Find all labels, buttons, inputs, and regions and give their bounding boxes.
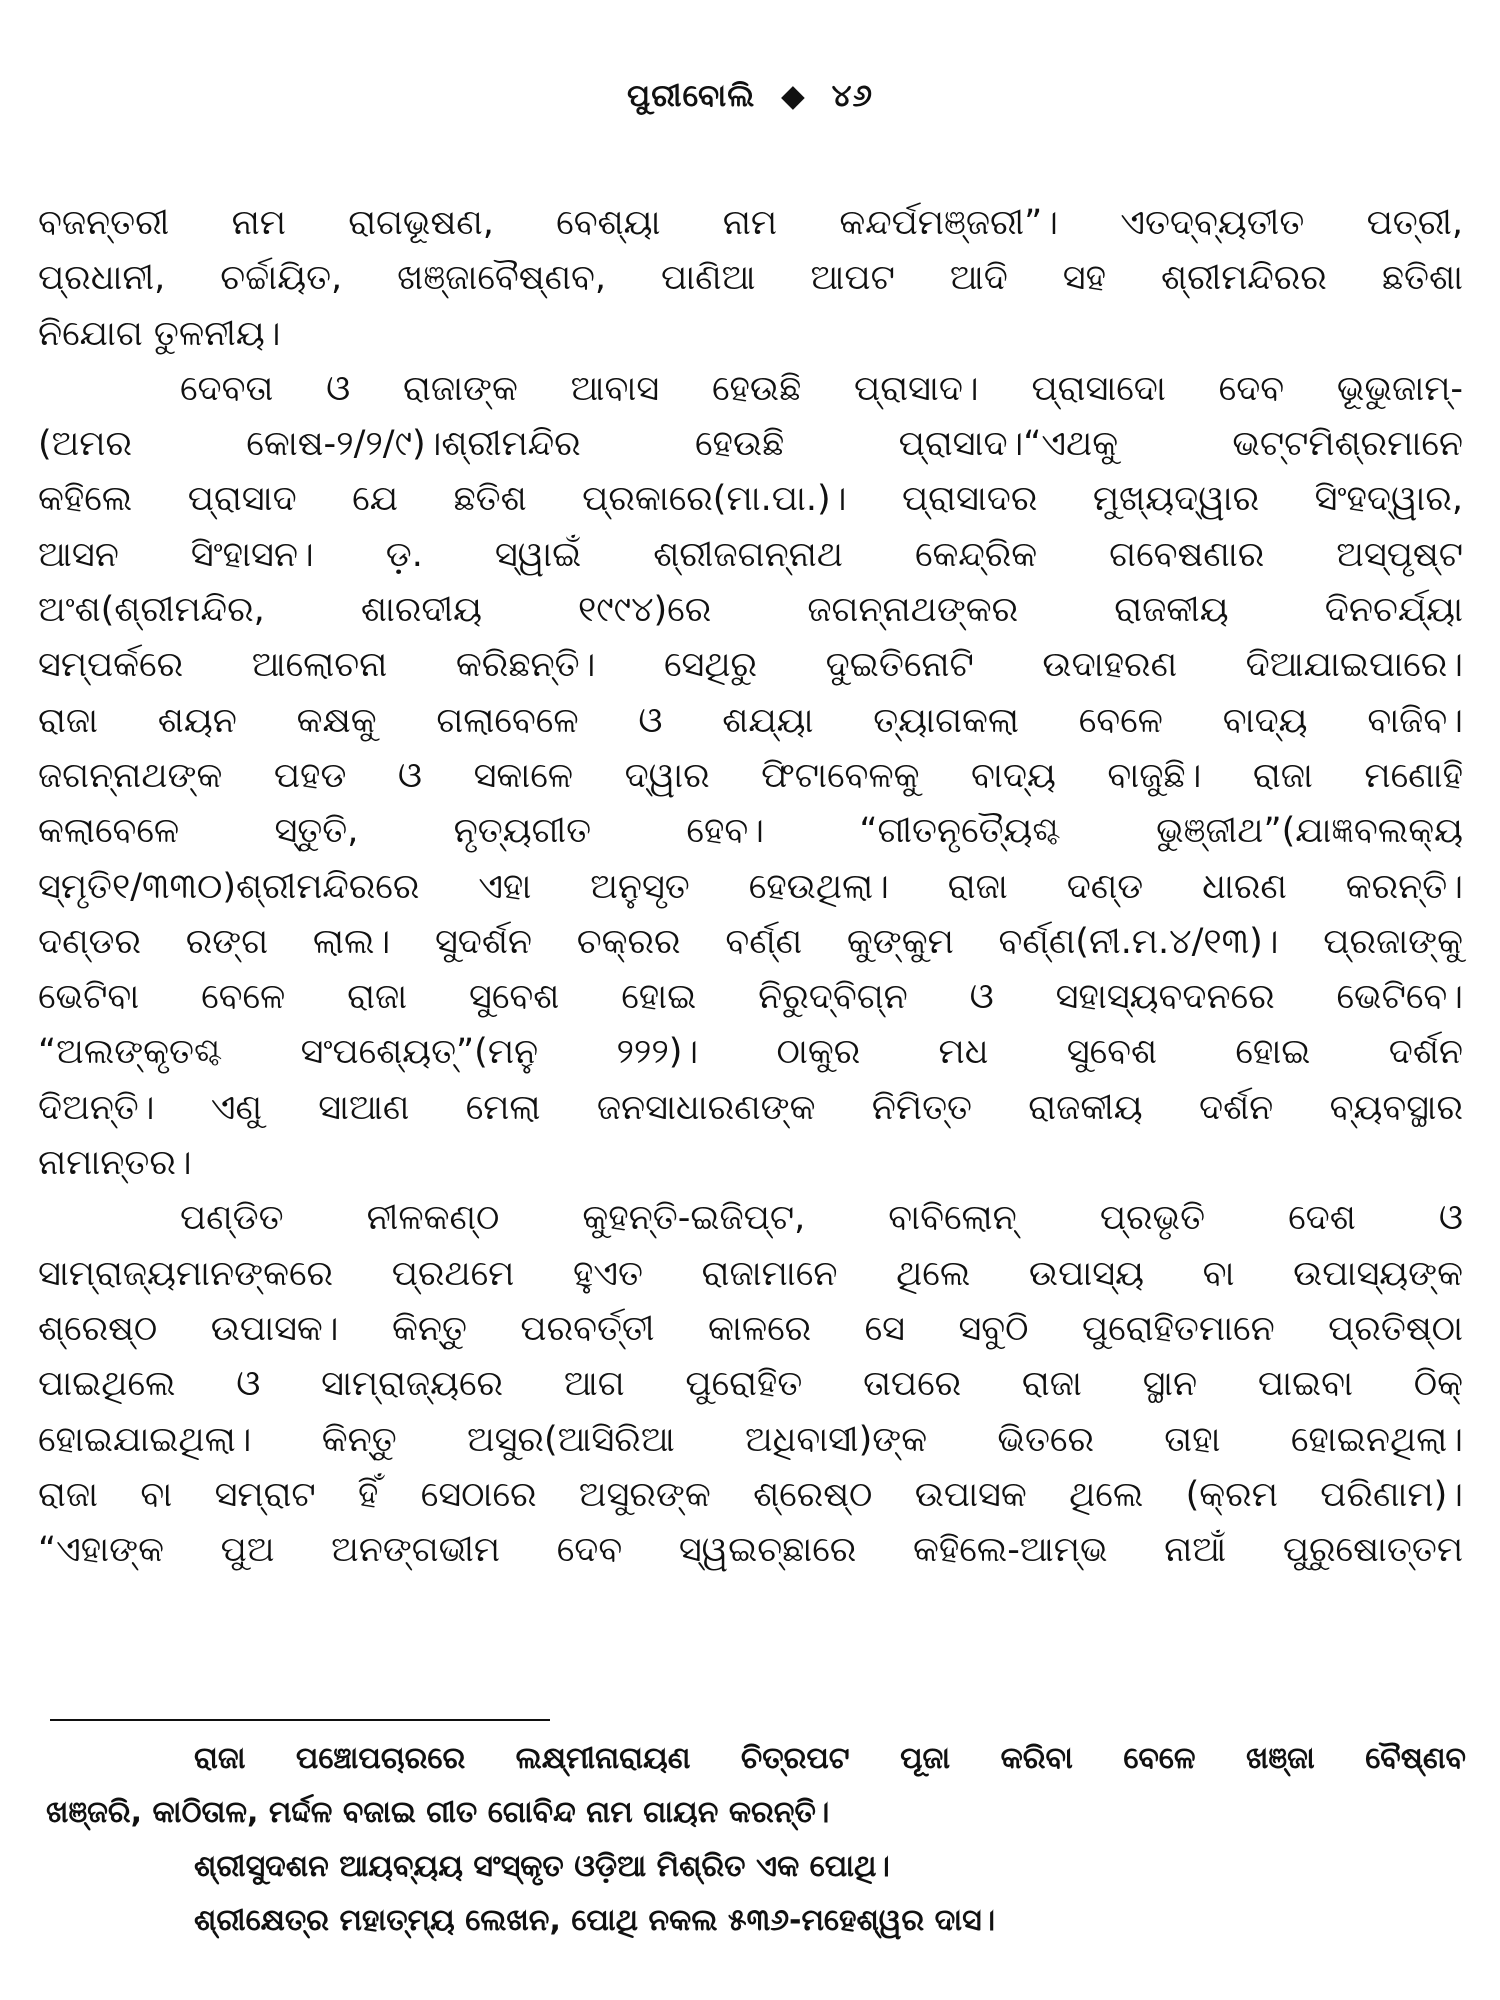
footnote-line: ଶ୍ରୀସୁଦଶନ ଆୟବ୍ୟୟ ସଂସ୍କୃତ ଓଡ଼ିଆ ମିଶ୍ରିତ ଏକ ପୋଥି। (194, 1849, 890, 1884)
text-line: ରାଜା ବା ସମ୍ରାଟ ହିଁ ସେଠାରେ ଅସୁରଙ୍କ ଶ୍ରେଷ୍ଠ ଉପାସକ ଥିଲେ (କ୍ରମ ପରିଣାମ)। (38, 1474, 1463, 1515)
text-line: ସ୍ମୃତି୧/୩୩୦)ଶ୍ରୀମନ୍ଦିରରେ ଏହା ଅନୁସୃତ ହେଉଥିଲା। ରାଜା ଦଣ୍ଡ ଧାରଣ କରନ୍ତି। (38, 866, 1463, 907)
body-text (38, 196, 1463, 1578)
text-line: ନାମାନ୍ତର। (38, 1143, 192, 1184)
book-title: ପୁରୀବୋଲି (627, 78, 756, 114)
text-line: ଦଣ୍ଡର ରଙ୍ଗ ଲାଲ। ସୁଦର୍ଶନ ଚକ୍ରର ବର୍ଣ୍ଣ କୁଙ୍କୁମ ବର୍ଣ୍ଣ(ନୀ.ମ.୪/୧୩)। ପ୍ରଜାଙ୍କୁ (38, 921, 1463, 962)
text-line: ଜଗନ୍ନାଥଙ୍କ ପହଡ ଓ ସକାଳେ ଦ୍ୱାର ଫିଟାବେଳକୁ ବାଦ୍ୟ ବାଜୁଛି। ରାଜା ମଣୋହି (38, 755, 1463, 796)
text-line: ଦିଅନ୍ତି। ଏଣୁ ସାଆଣ ମେଲା ଜନସାଧାରଣଙ୍କ ନିମିତ୍ତ ରାଜକୀୟ ଦର୍ଶନ ବ୍ୟବସ୍ଥାର (38, 1087, 1463, 1128)
text-line: ସାମ୍ରାଜ୍ୟମାନଙ୍କରେ ପ୍ରଥମେ ହୁଏତ ରାଜାମାନେ ଥିଲେ ଉପାସ୍ୟ ବା ଉପାସ୍ୟଙ୍କ (38, 1253, 1463, 1294)
footnote-line: ରାଜା ପଞ୍ଚୋପଚାରରେ ଲକ୍ଷ୍ମୀନାରାୟଣ ଚିତ୍ରପଟ ପୂଜା କରିବା ବେଳେ ଖଞ୍ଜା ବୈଷ୍ଣବ (194, 1741, 1466, 1776)
text-line: ଭେଟିବା ବେଳେ ରାଜା ସୁବେଶ ହୋଇ ନିରୁଦ୍‌ବିଗ୍ନ ଓ ସହାସ୍ୟବଦନରେ ଭେଟିବେ। (38, 977, 1463, 1018)
page-number: ୪୬ (831, 78, 873, 114)
text-line: ଆସନ ସିଂହାସନ। ଡ଼. ସ୍ୱାଇଁ ଶ୍ରୀଜଗନ୍ନାଥ କେନ୍ଦ୍ରିକ ଗବେଷଣାର ଅସ୍ପୃଷ୍ଟ (38, 534, 1463, 575)
diamond-separator-icon: ◆ (780, 78, 806, 114)
text-line: ଅଂଶ(ଶ୍ରୀମନ୍ଦିର, ଶାରଦୀୟ ୧୯୯୪)ରେ ଜଗନ୍ନାଥଙ୍କର ରାଜକୀୟ ଦିନଚର୍ଯ୍ୟା (38, 590, 1463, 631)
text-line: ଶ୍ରେଷ୍ଠ ଉପାସକ। କିନ୍ତୁ ପରବର୍ତ୍ତୀ କାଳରେ ସେ ସବୁଠି ପୁରୋହିତମାନେ ପ୍ରତିଷ୍ଠା (38, 1308, 1463, 1349)
text-line: ରାଜା ଶୟନ କକ୍ଷକୁ ଗଲାବେଳେ ଓ ଶଯ୍ୟା ତ୍ୟାଗକଲା ବେଳେ ବାଦ୍ୟ ବାଜିବ। (38, 700, 1463, 741)
text-line: “ଏହାଙ୍କ ପୁଅ ଅନଙ୍ଗଭୀମ ଦେବ ସ୍ୱଇଚ୍ଛାରେ କହିଲେ-ଆମ୍ଭ ନାଆଁ ପୁରୁଷୋତ୍ତମ (38, 1530, 1463, 1571)
text-line: ପାଇଥିଲେ ଓ ସାମ୍ରାଜ୍ୟରେ ଆଗ ପୁରୋହିତ ତାପରେ ରାଜା ସ୍ଥାନ ପାଇବା ଠିକ୍ (38, 1364, 1463, 1405)
text-line: ଦେବତା ଓ ରାଜାଙ୍କ ଆବାସ ହେଉଛି ପ୍ରାସାଦ। ପ୍ରାସାଦୋ ଦେବ ଭୂଭୁଜାମ୍- (180, 368, 1463, 409)
text-line: ପଣ୍ଡିତ ନୀଳକଣ୍ଠ କୁହନ୍ତି-ଇଜିପ୍‌ଟ, ବାବିଲୋନ୍ ପ୍ରଭୃତି ଦେଶ ଓ (180, 1198, 1463, 1239)
text-line: ପ୍ରଧାନୀ, ଚର୍ଚ୍ଚାୟିତ, ଖଞ୍ଜାବୈଷ୍ଣବ, ପାଣିଆ ଆପଟ ଆଦି ସହ ଶ୍ରୀମନ୍ଦିରର ଛତିଶା (38, 258, 1463, 299)
text-line: କଲାବେଳେ ସ୍ତୁତି, ନୃତ୍ୟଗୀତ ହେବ। “ଗୀତନୃତ୍ୟୈଶ୍ଚ ଭୁଞ୍ଜୀଥ”(ଯାଜ୍ଞବଲକ୍ୟ (38, 811, 1463, 852)
text-line: ହୋଇଯାଇଥିଲା। କିନ୍ତୁ ଅସୁର(ଆସିରିଆ ଅଧିବାସୀ)ଙ୍କ ଭିତରେ ତାହା ହୋଇନଥିଲା। (38, 1419, 1463, 1460)
footnote-line: ଖଞ୍ଜରି, କାଠିତାଳ, ମର୍ଦ୍ଦଳ ବଜାଇ ଗୀତ ଗୋବିନ୍ଦ ନାମ ଗାୟନ କରନ୍ତି। (46, 1795, 830, 1830)
text-line: “ଅଲଙ୍କୃତଶ୍ଚ ସଂପଶ୍ୟେତ୍”(ମନୁ ୨୨୨)। ଠାକୁର ମଧ ସୁବେଶ ହୋଇ ଦର୍ଶନ (38, 1032, 1463, 1073)
running-header (0, 78, 1500, 115)
text-line: ସମ୍ପର୍କରେ ଆଲୋଚନା କରିଛନ୍ତି। ସେଥିରୁ ଦୁଇତିନୋଟି ଉଦାହରଣ ଦିଆଯାଇପାରେ। (38, 645, 1463, 686)
text-line: ନିଯୋଗ ତୁଳନୀୟ। (38, 313, 281, 354)
text-line: (ଅମର କୋଷ-୨/୨/୯)।ଶ୍ରୀମନ୍ଦିର ହେଉଛି ପ୍ରାସାଦ।“ଏଥକୁ ଭଟ୍ଟମିଶ୍ରମାନେ (38, 424, 1463, 465)
text-line: କହିଲେ ପ୍ରାସାଦ ଯେ ଛତିଶ ପ୍ରକାରେ(ମା.ପା.)। ପ୍ରାସାଦର ମୁଖ୍ୟଦ୍ୱାର ସିଂହଦ୍ୱାର, (38, 479, 1464, 520)
footnote-line: ଶ୍ରୀକ୍ଷେତ୍ର ମହାତ୍ମ୍ୟ ଲେଖନ, ପୋଥି ନକଲ ୫୩୬-ମହେଶ୍ୱର ଦାସ। (194, 1903, 996, 1938)
footnote-divider (50, 1719, 550, 1721)
text-line: ବଜନ୍ତରୀ ନାମ ରାଗଭୂଷଣ, ବେଶ୍ୟା ନାମ କନ୍ଦର୍ପମଞ୍ଜରୀ”। ଏତଦ୍‌ବ୍ୟତୀତ ପତ୍ରୀ, (38, 203, 1463, 243)
footnotes (46, 1732, 1466, 1948)
